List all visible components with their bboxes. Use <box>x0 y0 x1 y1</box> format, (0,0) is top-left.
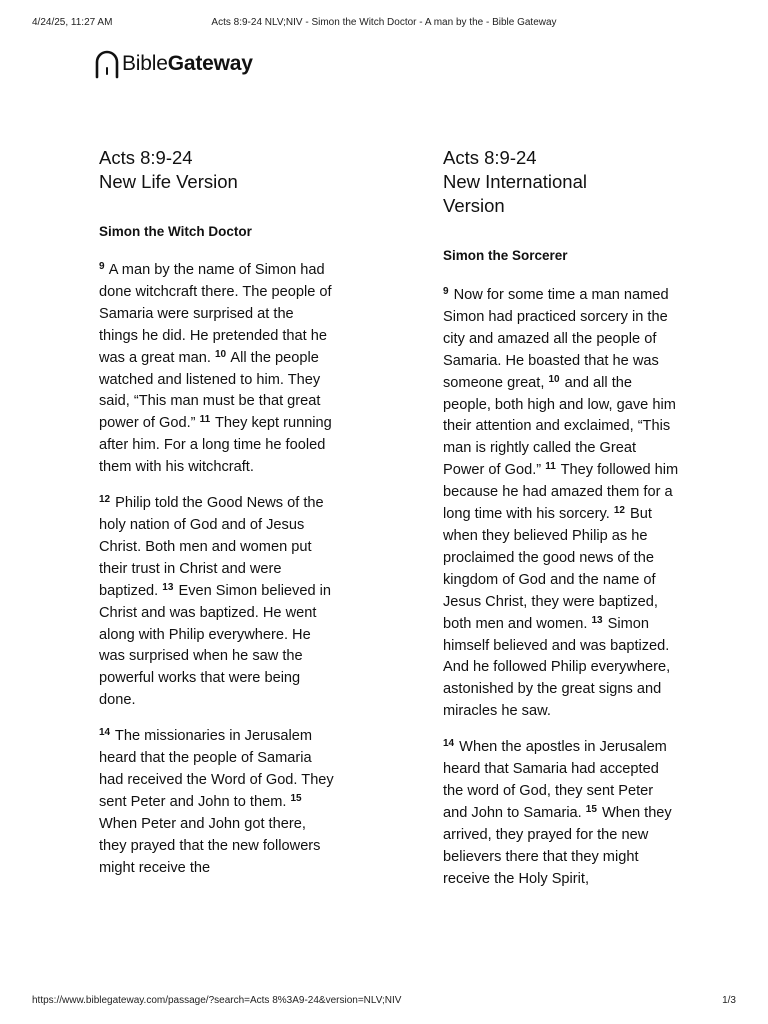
niv-section-title: Simon the Sorcerer <box>443 248 568 263</box>
print-url: https://www.biblegateway.com/passage/?search=Acts 8%3A9-24&version=NLV;NIV <box>32 995 402 1006</box>
nlv-section-title: Simon the Witch Doctor <box>99 224 252 239</box>
print-date: 4/24/25, 11:27 AM <box>32 17 113 28</box>
verse-text: Philip told the Good News of the holy nation of God and of Jesus Christ. Both men and women put their trust in Christ and were baptized. <box>99 495 324 599</box>
verse-text: Simon himself believed and was baptized. And he followed Philip everywhere, astonished by the great signs and miracles he saw. <box>443 615 671 720</box>
logo-wordmark <box>122 52 253 76</box>
verse-text: When Peter and John got there, they prayed that the new followers might receive the <box>99 815 321 876</box>
nlv-paragraph <box>99 260 335 479</box>
print-footer <box>32 995 736 1009</box>
nlv-column <box>99 146 335 879</box>
bible-gateway-arch-icon <box>94 49 120 79</box>
verse-text: All the people watched and listened to him. They said, “This man must be that great power of God.” <box>99 349 321 432</box>
verse-number: 12 <box>99 494 111 506</box>
logo-text-bible: Bible <box>122 52 168 75</box>
verse-number: 11 <box>199 414 211 426</box>
verse-number: 15 <box>585 803 597 815</box>
verse-text: But when they believed Philip as he proclaimed the good news of the kingdom of God and the name of Jesus Christ, they were baptized, both men and women. <box>443 506 658 632</box>
verse-number: 14 <box>443 738 455 750</box>
nlv-paragraph <box>99 493 335 712</box>
nlv-reference: Acts 8:9-24 <box>99 147 193 168</box>
verse-number: 12 <box>613 505 625 517</box>
verse-text: A man by the name of Simon had done witchcraft there. The people of Samaria were surprised at the things he did. He pretended that he was a great man. <box>99 262 332 366</box>
verse-number: 13 <box>162 581 174 593</box>
niv-paragraph <box>443 285 679 723</box>
verse-text: They followed him because he had amazed them for a long time with his sorcery. <box>443 462 679 523</box>
nlv-paragraph <box>99 726 335 879</box>
verse-number: 13 <box>591 614 603 626</box>
verse-text: The missionaries in Jerusalem heard that the people of Samaria had received the Word of God. They sent Peter and John to them. <box>99 728 334 810</box>
niv-version-heading <box>443 146 679 218</box>
bible-gateway-logo[interactable] <box>94 48 253 80</box>
verse-text: When they arrived, they prayed for the new believers there that they might receive the Holy Spirit, <box>443 804 672 887</box>
verse-number: 11 <box>545 461 556 473</box>
verse-text: Even Simon believed in Christ and was baptized. He went along with Philip everywhere. He was surprised when he saw the powerful works that were being done. <box>99 582 331 709</box>
nlv-version-heading <box>99 146 335 194</box>
logo-text-gateway: Gateway <box>167 52 253 75</box>
verse-number: 10 <box>548 373 560 385</box>
verse-number: 14 <box>99 727 111 739</box>
niv-paragraph <box>443 737 679 890</box>
verse-number: 15 <box>290 792 302 804</box>
verse-number: 9 <box>99 261 105 272</box>
verse-number: 10 <box>215 348 227 360</box>
verse-text: and all the people, both high and low, gave him their attention and exclaimed, “This man is rightly called the Great Power of God.” <box>443 374 676 479</box>
niv-version-name-line1: New International <box>443 171 587 192</box>
print-page-title: Acts 8:9-24 NLV;NIV - Simon the Witch Doctor - A man by the - Bible Gateway <box>211 17 557 28</box>
niv-column <box>443 146 679 890</box>
niv-reference: Acts 8:9-24 <box>443 147 537 168</box>
verse-text: They kept running after him. For a long time he fooled them with his witchcraft. <box>99 415 332 476</box>
print-header <box>32 17 736 31</box>
verse-text: When the apostles in Jerusalem heard that Samaria had accepted the word of God, they sent Peter and John to Samaria. <box>443 739 667 821</box>
verse-text: Now for some time a man named Simon had practiced sorcery in the city and amazed all the people of Samaria. He boasted that he was someone great, <box>443 287 669 391</box>
verse-number: 9 <box>443 286 449 297</box>
niv-version-name-line2: Version <box>443 195 505 216</box>
nlv-version-name: New Life Version <box>99 171 238 192</box>
page-number: 1/3 <box>722 995 736 1006</box>
